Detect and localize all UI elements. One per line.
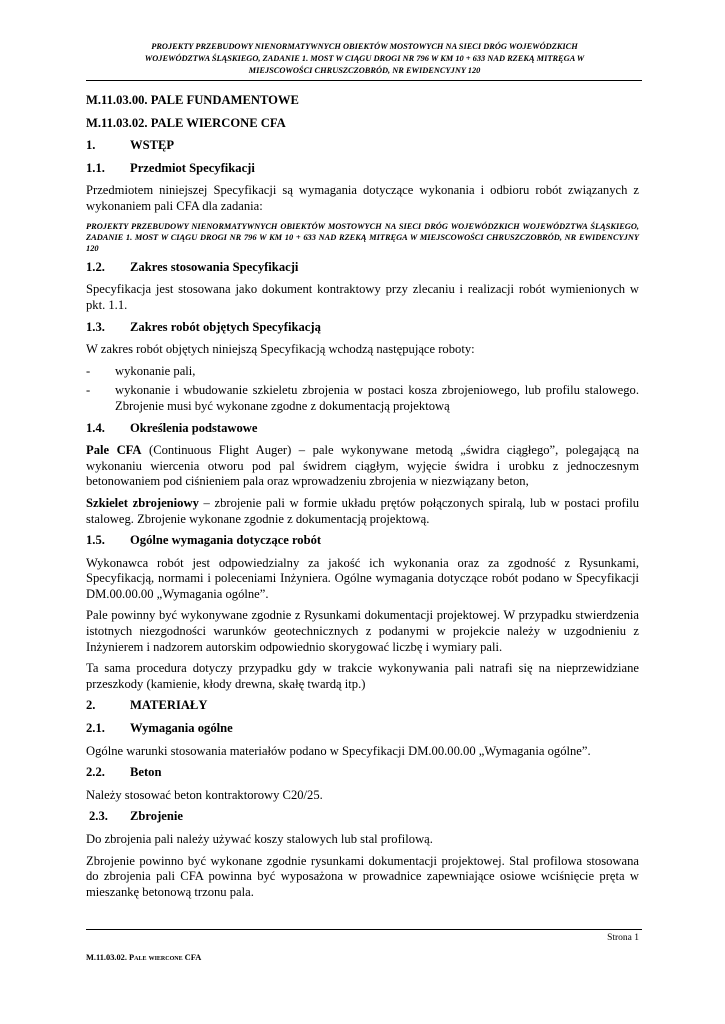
section-number: 1. <box>86 138 96 153</box>
definition: (Continuous Flight Auger) – pale wykonywane metodą „świdra ciągłego”, polegającą na wykonaniu wiercenia otworu pod pal świdrem ciągłym, wyjęcie świdra i urobku z jednoczesnym betonowaniem pod ciśnieniem pala oraz wprowadzeniu zbrojenia w niezwiązany beton, <box>86 443 639 489</box>
project-name: PROJEKTY PRZEBUDOWY NIENORMATYWNYCH OBIEKTÓW MOSTOWYCH NA SIECI DRÓG WOJEWÓDZKICH WOJEWÓDZTWA ŚLĄSKIEGO, ZADANIE 1. MOST W CIĄGU DROGI NR 796 W KM 10 + 633 NAD RZEKĄ MITRĘGA W MIEJSCOWOŚCI CHRUSZCZOBRÓD, NR EWIDENCYJNY 120 <box>86 221 639 254</box>
section-number: 2.3. <box>89 809 108 824</box>
section-number: 1.2. <box>86 259 105 274</box>
section-title: MATERIAŁY <box>130 698 208 713</box>
section-title: Ogólne wymagania dotyczące robót <box>130 533 322 548</box>
footer-spec-code <box>86 953 201 962</box>
section-title: Określenia podstawowe <box>130 420 258 435</box>
document-body <box>86 91 639 906</box>
footer-divider <box>86 929 642 930</box>
paragraph: Należy stosować beton kontraktorowy C20/25. <box>86 787 323 802</box>
header-line-3: MIEJSCOWOŚCI CHRUSZCZOBRÓD, NR EWIDENCYJNY 120 <box>248 66 481 75</box>
page-header <box>88 41 641 77</box>
list-item-text: wykonanie pali, <box>115 363 196 378</box>
section-heading-1-4 <box>86 421 639 437</box>
page-number: Strona 1 <box>607 933 639 943</box>
footer-code-rest: ale wiercone CFA <box>134 953 202 962</box>
section-heading-1-1 <box>86 161 639 177</box>
doc-title-2: M.11.03.02. PALE WIERCONE CFA <box>86 115 286 130</box>
section-title: Zakres stosowania Specyfikacji <box>130 259 299 274</box>
section-number: 1.3. <box>86 319 105 334</box>
term: Szkielet zbrojeniowy <box>86 495 199 510</box>
section-number: 1.1. <box>86 160 105 175</box>
definition-paragraph <box>86 443 639 490</box>
paragraph: W zakres robót objętych niniejszą Specyfikacją wchodzą następujące roboty: <box>86 342 475 357</box>
header-divider <box>86 80 642 81</box>
paragraph: Wykonawca robót jest odpowiedzialny za jakość ich wykonania oraz za zgodność z Rysunkami, Specyfikacją, normami i poleceniami Inżyniera. Ogólne wymagania dotyczące robót podano w Specyfikacji DM.00.00.00 „Wymagania ogólne”. <box>86 555 639 601</box>
header-line-1: PROJEKTY PRZEBUDOWY NIENORMATYWNYCH OBIEKTÓW MOSTOWYCH NA SIECI DRÓG WOJEWÓDZKICH <box>151 42 578 51</box>
section-heading-1-5 <box>86 533 639 549</box>
paragraph: Zbrojenie powinno być wykonane zgodnie rysunkami dokumentacji projektowej. Stal profilowa stosowana do zbrojenia pali CFA powinna być wyposażona w prowadnice zapewniające osiowe wciśnięcie pręta w mieszankę betonową trzonu pala. <box>86 853 639 899</box>
bullet-dash: - <box>86 383 91 398</box>
section-number: 2. <box>86 698 96 713</box>
paragraph: Ta sama procedura dotyczy przypadku gdy w trakcie wykonywania pali natrafi się na nieprzewidziane przeszkody (kamienie, kłody drewna, skałę twardą itp.) <box>86 661 639 691</box>
paragraph: Pale powinny być wykonywane zgodnie z Rysunkami dokumentacji projektowej. W przypadku stwierdzenia istotnych niezgodności warunków geotechnicznych z podanymi w projekcie należy w uzgodnieniu z Inżynierem i nadzorem autorskim odpowiednio skorygować liczbę i wymiary pali. <box>86 608 639 654</box>
list-item-text: wykonanie i wbudowanie szkieletu zbrojenia w postaci kosza zbrojeniowego, lub profilu stalowego. Zbrojenie musi być wykonane zgodne z dokumentacją projektową <box>115 383 639 413</box>
paragraph: Specyfikacja jest stosowana jako dokument kontraktowy przy zlecaniu i realizacji robót wymienionych w pkt. 1.1. <box>86 282 639 312</box>
footer-code-prefix: M.11.03.02. P <box>86 953 135 962</box>
paragraph: Do zbrojenia pali należy używać koszy stalowych lub stal profilową. <box>86 832 433 846</box>
header-line-2: WOJEWÓDZTWA ŚLĄSKIEGO, ZADANIE 1. MOST W CIĄGU DROGI NR 796 W KM 10 + 633 NAD RZEKĄ MITRĘGA W <box>144 54 585 63</box>
section-heading-1-2 <box>86 260 639 276</box>
section-heading-2-3 <box>86 809 639 825</box>
list-item <box>86 383 639 414</box>
section-title: WSTĘP <box>130 138 175 153</box>
section-title: Zbrojenie <box>130 809 183 824</box>
term: Pale CFA <box>86 443 142 458</box>
section-number: 2.2. <box>86 765 105 780</box>
section-title: Przedmiot Specyfikacji <box>130 160 255 175</box>
section-heading-1 <box>86 138 639 154</box>
definition: – zbrojenie pali w formie układu prętów połączonych spiralą, lub w postaci profilu staloweg. Zbrojenie wykonane zgodnie z dokumentacją projektową. <box>86 495 639 526</box>
section-heading-2 <box>86 698 639 714</box>
bullet-dash: - <box>86 363 91 378</box>
section-heading-2-1 <box>86 721 639 737</box>
list-item <box>86 364 639 380</box>
paragraph: Przedmiotem niniejszej Specyfikacji są wymagania dotyczące wykonania i odbioru robót związanych z wykonaniem pali CFA dla zadania: <box>86 183 639 213</box>
paragraph: Ogólne warunki stosowania materiałów podano w Specyfikacji DM.00.00.00 „Wymagania ogólne”. <box>86 743 591 758</box>
section-title: Beton <box>130 765 162 780</box>
section-number: 1.4. <box>86 420 105 435</box>
section-heading-2-2 <box>86 765 639 781</box>
section-heading-1-3 <box>86 320 639 336</box>
section-number: 2.1. <box>86 721 105 736</box>
section-title: Wymagania ogólne <box>130 721 233 736</box>
doc-title-1: M.11.03.00. PALE FUNDAMENTOWE <box>86 93 299 107</box>
section-number: 1.5. <box>86 533 105 548</box>
definition-paragraph <box>86 496 639 527</box>
section-title: Zakres robót objętych Specyfikacją <box>130 319 321 334</box>
